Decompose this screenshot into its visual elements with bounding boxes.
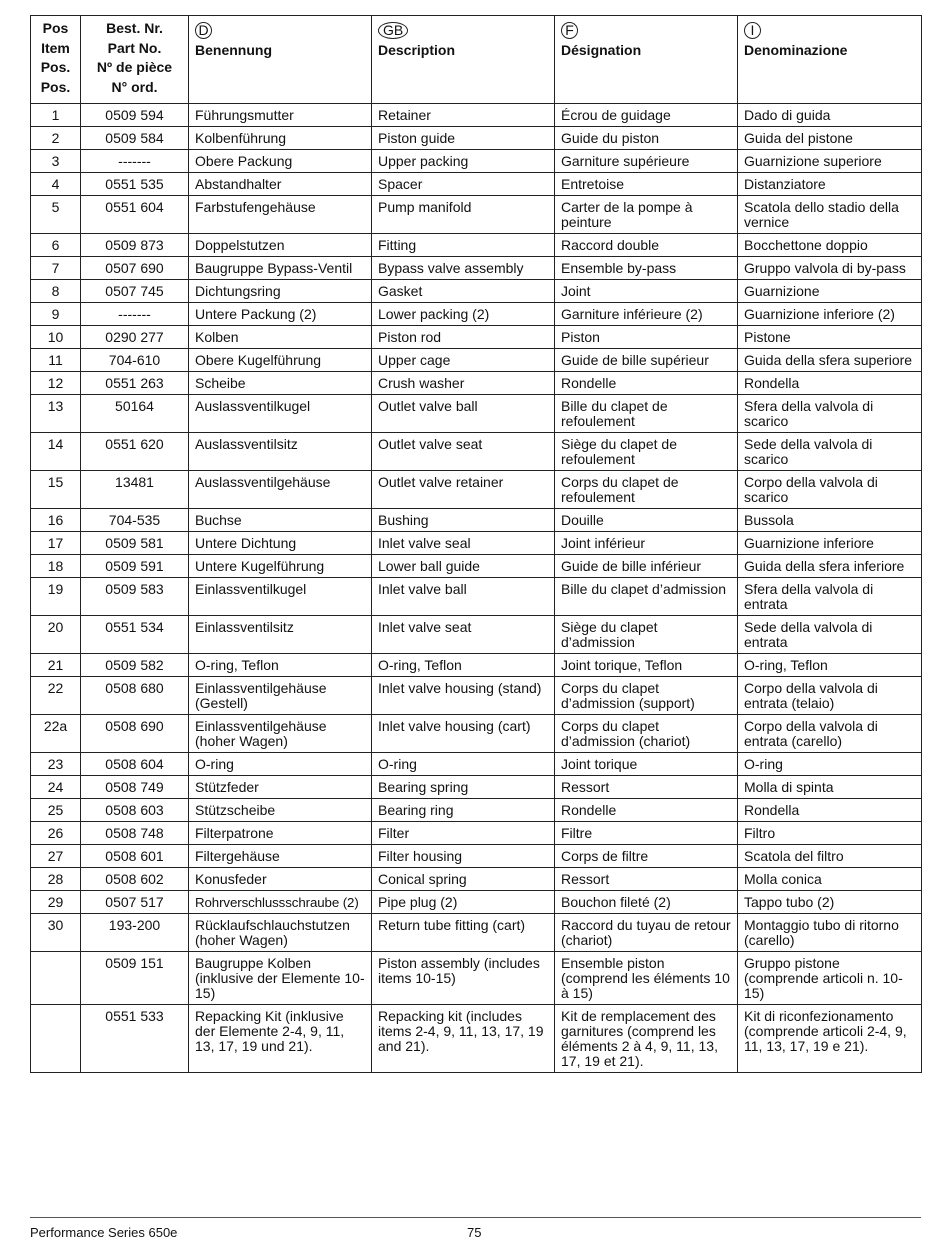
table-row xyxy=(31,257,922,280)
cell-english: Inlet valve seat xyxy=(372,616,555,654)
cell-french: Écrou de guidage xyxy=(555,104,738,127)
cell-part-number: 0551 533 xyxy=(81,1005,189,1073)
table-row xyxy=(31,868,922,891)
footer-title: Performance Series 650e xyxy=(30,1225,178,1240)
cell-french: Raccord double xyxy=(555,234,738,257)
page-number: 75 xyxy=(467,1225,482,1240)
header-part-number: Best. Nr. Part No. Nº de pièce N° ord. xyxy=(81,16,189,104)
cell-german: Scheibe xyxy=(189,372,372,395)
cell-pos: 20 xyxy=(31,616,81,654)
cell-italian: Filtro xyxy=(738,822,922,845)
table-row xyxy=(31,532,922,555)
cell-pos: 13 xyxy=(31,395,81,433)
cell-french: Rondelle xyxy=(555,799,738,822)
cell-english: Retainer xyxy=(372,104,555,127)
cell-german: Obere Kugelführung xyxy=(189,349,372,372)
table-row xyxy=(31,104,922,127)
cell-german: O-ring, Teflon xyxy=(189,654,372,677)
cell-german: Einlassventilgehäuse (Gestell) xyxy=(189,677,372,715)
cell-italian: Molla conica xyxy=(738,868,922,891)
cell-french: Ensemble by-pass xyxy=(555,257,738,280)
cell-part-number: 0508 680 xyxy=(81,677,189,715)
cell-english: Bearing spring xyxy=(372,776,555,799)
cell-french: Corps du clapet d’admission (chariot) xyxy=(555,715,738,753)
cell-italian: Montaggio tubo di ritorno (carello) xyxy=(738,914,922,952)
cell-part-number: 0509 151 xyxy=(81,952,189,1005)
header-german xyxy=(189,16,372,104)
cell-pos: 3 xyxy=(31,150,81,173)
cell-english: Filter xyxy=(372,822,555,845)
cell-part-number: 0509 581 xyxy=(81,532,189,555)
cell-part-number: 0509 583 xyxy=(81,578,189,616)
cell-german: Auslassventilgehäuse xyxy=(189,471,372,509)
table-row xyxy=(31,776,922,799)
cell-italian: Sede della valvola di entrata xyxy=(738,616,922,654)
cell-english: Gasket xyxy=(372,280,555,303)
cell-english: Fitting xyxy=(372,234,555,257)
cell-part-number: 0507 517 xyxy=(81,891,189,914)
cell-english: O-ring, Teflon xyxy=(372,654,555,677)
table-row xyxy=(31,303,922,326)
cell-part-number: 0508 601 xyxy=(81,845,189,868)
cell-pos: 5 xyxy=(31,196,81,234)
cell-italian: Rondella xyxy=(738,799,922,822)
table-row xyxy=(31,822,922,845)
cell-part-number: 0509 591 xyxy=(81,555,189,578)
cell-italian: Guida della sfera inferiore xyxy=(738,555,922,578)
cell-italian: Guida della sfera superiore xyxy=(738,349,922,372)
table-row xyxy=(31,280,922,303)
cell-pos: 15 xyxy=(31,471,81,509)
cell-italian: Sfera della valvola di scarico xyxy=(738,395,922,433)
cell-pos: 4 xyxy=(31,173,81,196)
cell-german: Filtergehäuse xyxy=(189,845,372,868)
cell-german: Untere Packung (2) xyxy=(189,303,372,326)
cell-pos: 25 xyxy=(31,799,81,822)
language-badge-german: D xyxy=(195,22,212,39)
cell-german: Doppelstutzen xyxy=(189,234,372,257)
cell-german: Kolbenführung xyxy=(189,127,372,150)
cell-part-number: 0508 603 xyxy=(81,799,189,822)
table-row xyxy=(31,471,922,509)
cell-part-number: 0507 690 xyxy=(81,257,189,280)
cell-german: Rohrverschlussschraube (2) xyxy=(189,891,372,914)
cell-part-number: 704-535 xyxy=(81,509,189,532)
cell-part-number: 0551 620 xyxy=(81,433,189,471)
table-row xyxy=(31,616,922,654)
cell-german: Auslassventilkugel xyxy=(189,395,372,433)
cell-english: Upper cage xyxy=(372,349,555,372)
cell-part-number: 0509 582 xyxy=(81,654,189,677)
cell-french: Ressort xyxy=(555,776,738,799)
cell-german: Repacking Kit (inklusive der Elemente 2-4, 9, 11, 13, 17, 19 und 21). xyxy=(189,1005,372,1073)
cell-part-number: ------- xyxy=(81,150,189,173)
cell-french: Garniture supérieure xyxy=(555,150,738,173)
cell-pos: 22a xyxy=(31,715,81,753)
cell-french: Joint torique xyxy=(555,753,738,776)
cell-french: Corps du clapet d’admission (support) xyxy=(555,677,738,715)
cell-english: Conical spring xyxy=(372,868,555,891)
cell-italian: Bussola xyxy=(738,509,922,532)
table-row xyxy=(31,845,922,868)
cell-french: Ensemble piston (comprend les éléments 10 à 15) xyxy=(555,952,738,1005)
header-french xyxy=(555,16,738,104)
cell-part-number: 0509 584 xyxy=(81,127,189,150)
cell-french: Siège du clapet de refoulement xyxy=(555,433,738,471)
cell-french: Filtre xyxy=(555,822,738,845)
cell-english: Bushing xyxy=(372,509,555,532)
cell-part-number: 0508 749 xyxy=(81,776,189,799)
cell-english: Outlet valve ball xyxy=(372,395,555,433)
cell-italian: Guarnizione inferiore (2) xyxy=(738,303,922,326)
cell-german: Filterpatrone xyxy=(189,822,372,845)
cell-french: Carter de la pompe à peinture xyxy=(555,196,738,234)
cell-english: Filter housing xyxy=(372,845,555,868)
cell-french: Rondelle xyxy=(555,372,738,395)
cell-english: Outlet valve retainer xyxy=(372,471,555,509)
cell-english: Inlet valve seal xyxy=(372,532,555,555)
cell-french: Corps de filtre xyxy=(555,845,738,868)
header-italian xyxy=(738,16,922,104)
cell-italian: Corpo della valvola di scarico xyxy=(738,471,922,509)
cell-italian: Pistone xyxy=(738,326,922,349)
cell-italian: Bocchettone doppio xyxy=(738,234,922,257)
cell-french: Entretoise xyxy=(555,173,738,196)
cell-pos: 6 xyxy=(31,234,81,257)
cell-italian: Scatola dello stadio della vernice xyxy=(738,196,922,234)
table-row xyxy=(31,1005,922,1073)
table-row xyxy=(31,914,922,952)
cell-part-number: 0507 745 xyxy=(81,280,189,303)
parts-list-table xyxy=(30,15,922,1073)
cell-english: Crush washer xyxy=(372,372,555,395)
cell-italian: Dado di guida xyxy=(738,104,922,127)
cell-pos: 9 xyxy=(31,303,81,326)
cell-english: O-ring xyxy=(372,753,555,776)
table-row xyxy=(31,372,922,395)
header-german-label: Benennung xyxy=(195,42,272,58)
cell-part-number: 704-610 xyxy=(81,349,189,372)
cell-part-number: 0509 594 xyxy=(81,104,189,127)
cell-german: Buchse xyxy=(189,509,372,532)
cell-german: Dichtungsring xyxy=(189,280,372,303)
cell-english: Return tube fitting (cart) xyxy=(372,914,555,952)
cell-pos: 2 xyxy=(31,127,81,150)
cell-italian: O-ring xyxy=(738,753,922,776)
footer-divider xyxy=(30,1217,921,1218)
cell-french: Bille du clapet de refoulement xyxy=(555,395,738,433)
cell-pos xyxy=(31,1005,81,1073)
cell-italian: Gruppo valvola di by-pass xyxy=(738,257,922,280)
cell-english: Bypass valve assembly xyxy=(372,257,555,280)
table-row xyxy=(31,395,922,433)
cell-english: Outlet valve seat xyxy=(372,433,555,471)
cell-german: Führungsmutter xyxy=(189,104,372,127)
cell-pos: 8 xyxy=(31,280,81,303)
cell-italian: Gruppo pistone (comprende articoli n. 10-15) xyxy=(738,952,922,1005)
cell-french: Guide de bille supérieur xyxy=(555,349,738,372)
cell-english: Pipe plug (2) xyxy=(372,891,555,914)
cell-french: Joint inférieur xyxy=(555,532,738,555)
language-badge-french: F xyxy=(561,22,578,39)
cell-pos: 23 xyxy=(31,753,81,776)
cell-part-number: 0551 534 xyxy=(81,616,189,654)
cell-german: Untere Dichtung xyxy=(189,532,372,555)
cell-german: O-ring xyxy=(189,753,372,776)
cell-french: Corps du clapet de refoulement xyxy=(555,471,738,509)
cell-english: Upper packing xyxy=(372,150,555,173)
cell-pos: 10 xyxy=(31,326,81,349)
cell-pos: 27 xyxy=(31,845,81,868)
cell-german: Farbstufengehäuse xyxy=(189,196,372,234)
cell-french: Kit de remplacement des garnitures (comprend les éléments 2 à 4, 9, 11, 13, 17, 19 et 21). xyxy=(555,1005,738,1073)
cell-pos: 7 xyxy=(31,257,81,280)
cell-pos: 17 xyxy=(31,532,81,555)
cell-german: Stützscheibe xyxy=(189,799,372,822)
cell-german: Einlassventilkugel xyxy=(189,578,372,616)
cell-pos: 28 xyxy=(31,868,81,891)
table-row xyxy=(31,799,922,822)
cell-part-number: 0508 748 xyxy=(81,822,189,845)
cell-part-number: ------- xyxy=(81,303,189,326)
cell-pos: 11 xyxy=(31,349,81,372)
cell-german: Obere Packung xyxy=(189,150,372,173)
table-row xyxy=(31,509,922,532)
cell-german: Abstandhalter xyxy=(189,173,372,196)
table-row xyxy=(31,326,922,349)
cell-part-number: 0551 535 xyxy=(81,173,189,196)
cell-french: Piston xyxy=(555,326,738,349)
table-row xyxy=(31,753,922,776)
cell-french: Guide du piston xyxy=(555,127,738,150)
cell-pos: 1 xyxy=(31,104,81,127)
cell-english: Piston rod xyxy=(372,326,555,349)
cell-italian: Corpo della valvola di entrata (carello) xyxy=(738,715,922,753)
cell-english: Inlet valve ball xyxy=(372,578,555,616)
cell-french: Joint torique, Teflon xyxy=(555,654,738,677)
cell-italian: Molla di spinta xyxy=(738,776,922,799)
cell-french: Bille du clapet d’admission xyxy=(555,578,738,616)
cell-part-number: 0551 263 xyxy=(81,372,189,395)
cell-english: Bearing ring xyxy=(372,799,555,822)
cell-part-number: 0508 602 xyxy=(81,868,189,891)
cell-pos: 30 xyxy=(31,914,81,952)
cell-pos: 18 xyxy=(31,555,81,578)
table-row xyxy=(31,677,922,715)
table-row xyxy=(31,150,922,173)
cell-german: Untere Kugelführung xyxy=(189,555,372,578)
cell-pos: 24 xyxy=(31,776,81,799)
cell-german: Einlassventilsitz xyxy=(189,616,372,654)
language-badge-english: GB xyxy=(378,22,408,39)
cell-italian: Rondella xyxy=(738,372,922,395)
cell-italian: Guida del pistone xyxy=(738,127,922,150)
cell-german: Auslassventilsitz xyxy=(189,433,372,471)
cell-pos: 22 xyxy=(31,677,81,715)
cell-part-number: 0508 690 xyxy=(81,715,189,753)
cell-part-number: 50164 xyxy=(81,395,189,433)
cell-part-number: 0509 873 xyxy=(81,234,189,257)
table-body xyxy=(31,104,922,1073)
cell-pos: 21 xyxy=(31,654,81,677)
cell-part-number: 0290 277 xyxy=(81,326,189,349)
cell-german: Konusfeder xyxy=(189,868,372,891)
cell-pos: 19 xyxy=(31,578,81,616)
table-row xyxy=(31,952,922,1005)
cell-english: Inlet valve housing (cart) xyxy=(372,715,555,753)
header-french-label: Désignation xyxy=(561,42,642,58)
cell-french: Ressort xyxy=(555,868,738,891)
cell-german: Kolben xyxy=(189,326,372,349)
table-row xyxy=(31,173,922,196)
cell-english: Lower ball guide xyxy=(372,555,555,578)
table-row xyxy=(31,349,922,372)
table-row xyxy=(31,891,922,914)
cell-italian: Distanziatore xyxy=(738,173,922,196)
cell-english: Inlet valve housing (stand) xyxy=(372,677,555,715)
cell-pos: 16 xyxy=(31,509,81,532)
cell-pos: 14 xyxy=(31,433,81,471)
table-row xyxy=(31,555,922,578)
cell-italian: Guarnizione xyxy=(738,280,922,303)
table-row xyxy=(31,654,922,677)
table-row xyxy=(31,234,922,257)
cell-french: Raccord du tuyau de retour (chariot) xyxy=(555,914,738,952)
cell-pos xyxy=(31,952,81,1005)
header-italian-label: Denominazione xyxy=(744,42,848,58)
cell-french: Joint xyxy=(555,280,738,303)
cell-german: Baugruppe Bypass-Ventil xyxy=(189,257,372,280)
cell-french: Garniture inférieure (2) xyxy=(555,303,738,326)
language-badge-italian: I xyxy=(744,22,761,39)
cell-german: Baugruppe Kolben (inklusive der Elemente 10-15) xyxy=(189,952,372,1005)
table-header-row xyxy=(31,16,922,104)
table-row xyxy=(31,578,922,616)
cell-english: Piston guide xyxy=(372,127,555,150)
cell-english: Repacking kit (includes items 2-4, 9, 11, 13, 17, 19 and 21). xyxy=(372,1005,555,1073)
cell-french: Douille xyxy=(555,509,738,532)
cell-part-number: 13481 xyxy=(81,471,189,509)
header-english xyxy=(372,16,555,104)
cell-part-number: 0508 604 xyxy=(81,753,189,776)
cell-pos: 12 xyxy=(31,372,81,395)
cell-english: Lower packing (2) xyxy=(372,303,555,326)
cell-english: Spacer xyxy=(372,173,555,196)
cell-italian: Kit di riconfezionamento (comprende articoli 2-4, 9, 11, 13, 17, 19 e 21). xyxy=(738,1005,922,1073)
cell-pos: 29 xyxy=(31,891,81,914)
cell-french: Bouchon fileté (2) xyxy=(555,891,738,914)
cell-english: Piston assembly (includes items 10-15) xyxy=(372,952,555,1005)
cell-italian: Tappo tubo (2) xyxy=(738,891,922,914)
cell-german: Stützfeder xyxy=(189,776,372,799)
cell-pos: 26 xyxy=(31,822,81,845)
cell-italian: Guarnizione inferiore xyxy=(738,532,922,555)
header-english-label: Description xyxy=(378,42,456,58)
table-row xyxy=(31,196,922,234)
cell-italian: Sfera della valvola di entrata xyxy=(738,578,922,616)
cell-german: Rücklaufschlauchstutzen (hoher Wagen) xyxy=(189,914,372,952)
cell-french: Guide de bille inférieur xyxy=(555,555,738,578)
cell-part-number: 193-200 xyxy=(81,914,189,952)
cell-italian: Scatola del filtro xyxy=(738,845,922,868)
cell-part-number: 0551 604 xyxy=(81,196,189,234)
header-pos: Pos Item Pos. Pos. xyxy=(31,16,81,104)
table-row xyxy=(31,715,922,753)
cell-english: Pump manifold xyxy=(372,196,555,234)
table-row xyxy=(31,433,922,471)
cell-german: Einlassventilgehäuse (hoher Wagen) xyxy=(189,715,372,753)
cell-italian: Corpo della valvola di entrata (telaio) xyxy=(738,677,922,715)
cell-french: Siège du clapet d’admission xyxy=(555,616,738,654)
cell-italian: Sede della valvola di scarico xyxy=(738,433,922,471)
cell-italian: O-ring, Teflon xyxy=(738,654,922,677)
cell-italian: Guarnizione superiore xyxy=(738,150,922,173)
table-row xyxy=(31,127,922,150)
